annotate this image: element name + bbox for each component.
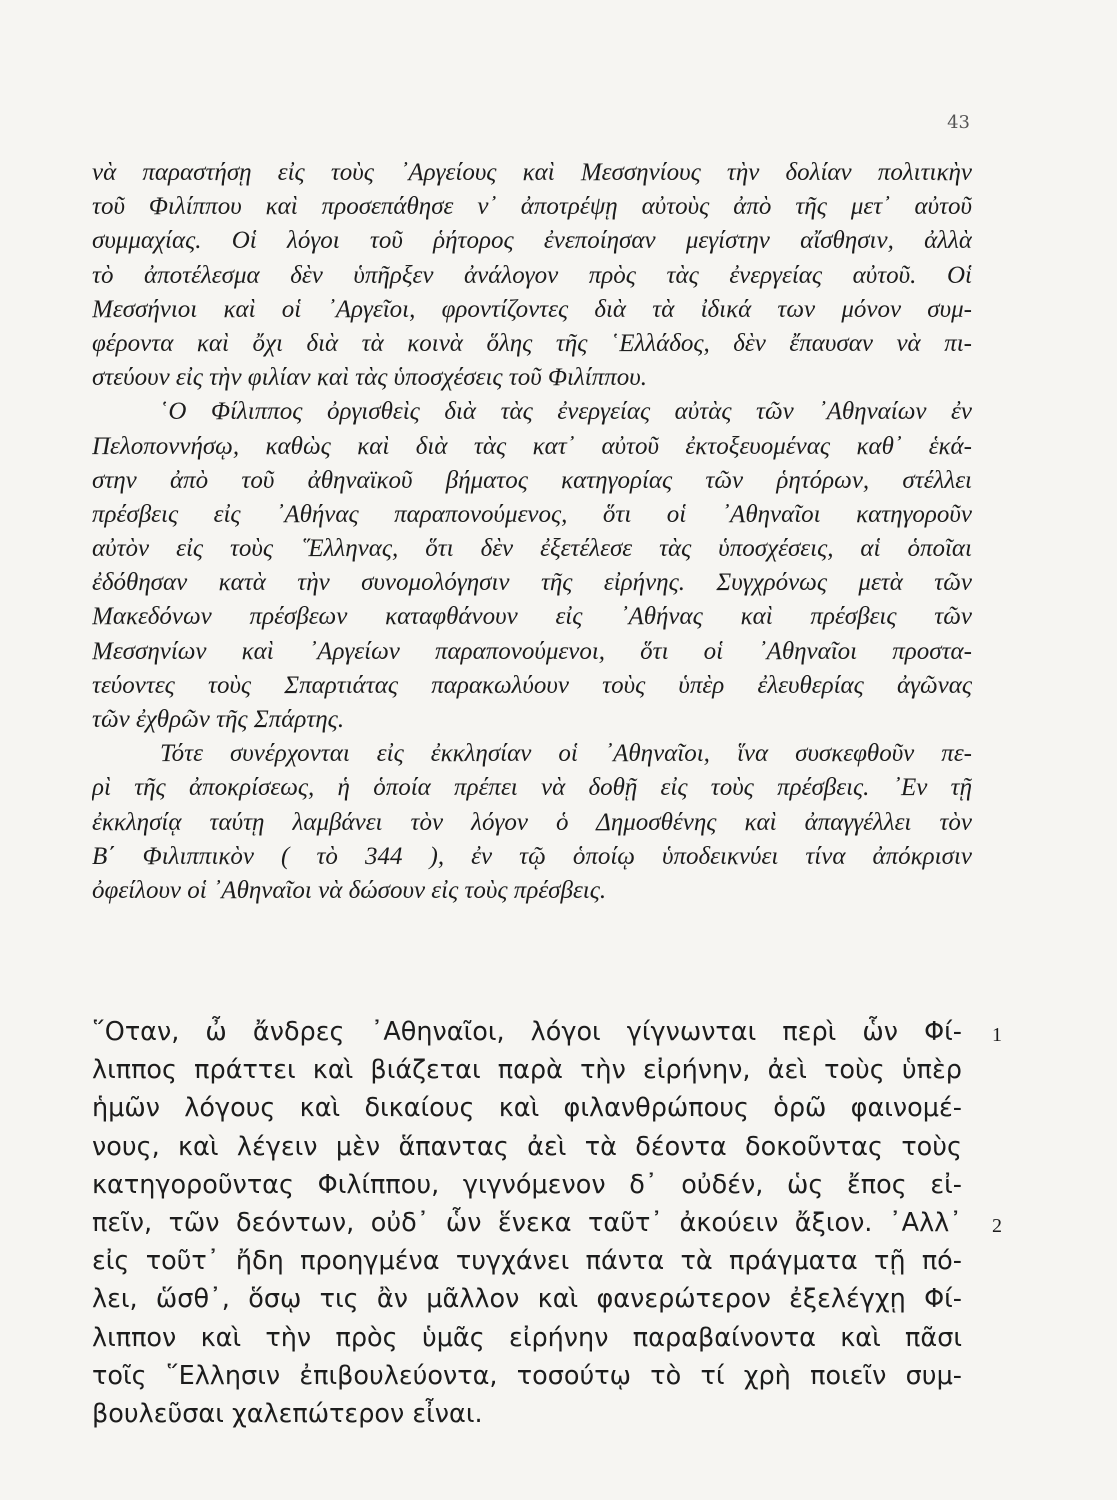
page-number: 43 [947,112,970,133]
intro-line: πρέσβεις εἰς ᾿Αθήνας παραπονούμενος, ὅτι οἱ ᾿Αθηναῖοι κατηγοροῦν [92,500,972,528]
intro-line: Μεσσήνιοι καὶ οἱ ᾿Αργεῖοι, φροντίζοντες διὰ τὰ ἰδικά των μόνον συμ- [92,295,972,323]
speech-line: βουλεῦσαι χαλεπώτερον εἶναι. [92,1398,483,1429]
intro-line: Β΄ Φιλιππικὸν ( τὸ 344 ), ἐν τῷ ὁποίῳ ὑποδεικνύει τίνα ἀπόκρισιν [92,842,972,870]
intro-line: φέροντα καὶ ὄχι διὰ τὰ κοινὰ ὅλης τῆς ῾Ελλάδος, δὲν ἔπαυσαν νὰ πι- [92,329,972,357]
speech-line: νους, καὶ λέγειν μὲν ἅπαντας ἀεὶ τὰ δέοντα δοκοῦντας τοὺς [92,1131,962,1162]
speech-line-text: ῞Οταν, ὦ ἄνδρες ᾿Αθηναῖοι, λόγοι γίγνωνται περὶ ὧν Φί- [92,1017,962,1047]
introduction-text [92,156,972,908]
intro-line: τοῦ Φιλίππου καὶ προσεπάθησε ν᾿ ἀποτρέψῃ αὐτοὺς ἀπὸ τῆς μετ᾿ αὐτοῦ [92,193,972,221]
speech-line: ἡμῶν λόγους καὶ δικαίους καὶ φιλανθρώπους ὁρῶ φαινομέ- [92,1093,962,1124]
intro-line: ἐκκλησίᾳ ταύτῃ λαμβάνει τὸν λόγον ὁ Δημοσθένης καὶ ἀπαγγέλλει τὸν [92,808,972,836]
speech-line: τοῖς ῞Ελλησιν ἐπιβουλεύοντα, τοσούτῳ τὸ τί χρὴ ποιεῖν συμ- [92,1360,962,1391]
speech-line: εἰς τοῦτ᾿ ἤδη προηγμένα τυγχάνει πάντα τὰ πράγματα τῇ πό- [92,1246,962,1277]
intro-line: νὰ παραστήσῃ εἰς τοὺς ᾿Αργείους καὶ Μεσσηνίους τὴν δολίαν πολιτικὴν [92,159,972,186]
speech-line: κατηγοροῦντας Φιλίππου, γιγνόμενον δ᾿ οὐδέν, ὡς ἔπος εἰ- [92,1169,962,1200]
intro-line: τῶν ἐχθρῶν τῆς Σπάρτης. [92,706,345,733]
speech-line: λιππον καὶ τὴν πρὸς ὑμᾶς εἰρήνην παραβαίνοντα καὶ πᾶσι [92,1322,962,1353]
speech-line [92,1204,1002,1242]
intro-line: ρὶ τῆς ἀποκρίσεως, ἡ ὁποία πρέπει νὰ δοθῇ εἰς τοὺς πρέσβεις. ᾿Εν τῇ [92,774,972,802]
intro-line: τὸ ἀποτέλεσμα δὲν ὑπῆρξεν ἀνάλογον πρὸς τὰς ἐνεργείας αὐτοῦ. Οἱ [92,261,972,289]
intro-line: Μακεδόνων πρέσβεων καταφθάνουν εἰς ᾿Αθήνας καὶ πρέσβεις τῶν [92,603,972,631]
speech-line: λει, ὥσθ᾿, ὅσῳ τις ἂν μᾶλλον καὶ φανερώτερον ἐξελέγχῃ Φί- [92,1284,962,1315]
intro-line: Τότε συνέρχονται εἰς ἐκκλησίαν οἱ ᾿Αθηναῖοι, ἵνα συσκεφθοῦν πε- [160,740,972,768]
intro-line: στεύουν εἰς τὴν φιλίαν καὶ τὰς ὑποσχέσεις τοῦ Φιλίππου. [92,364,648,392]
intro-line: στην ἀπὸ τοῦ ἀθηναϊκοῦ βήματος κατηγορίας τῶν ῥητόρων, στέλλει [92,466,972,494]
speech-line-text: πεῖν, τῶν δεόντων, οὐδ᾿ ὧν ἕνεκα ταῦτ᾿ ἀκούειν ἄξιον. ᾿Αλλ᾿ [92,1207,962,1238]
intro-line: συμμαχίας. Οἱ λόγοι τοῦ ῥήτορος ἐνεποίησαν μεγίστην αἴσθησιν, ἀλλὰ [92,227,972,255]
speech-line: λιππος πράττει καὶ βιάζεται παρὰ τὴν εἰρήνην, ἀεὶ τοὺς ὑπὲρ [92,1055,962,1086]
intro-line: τεύοντες τοὺς Σπαρτιάτας παρακωλύουν τοὺς ὑπὲρ ἐλευθερίας ἀγῶνας [92,671,972,699]
intro-line: ὀφείλουν οἱ ᾿Αθηναῖοι νὰ δώσουν εἰς τοὺς πρέσβεις. [92,876,607,904]
section-number: 2 [992,1214,1002,1237]
intro-line: Μεσσηνίων καὶ ᾿Αργείων παραπονούμενοι, ὅτι οἱ ᾿Αθηναῖοι προστα- [92,637,972,665]
intro-line: ἐδόθησαν κατὰ τὴν συνομολόγησιν τῆς εἰρήνης. Συγχρόνως μετὰ τῶν [92,569,972,597]
intro-line: Πελοποννήσῳ, καθὼς καὶ διὰ τὰς κατ᾿ αὐτοῦ ἐκτοξευομένας καθ᾿ ἑκά- [92,432,972,460]
intro-line: ῾Ο Φίλιππος ὀργισθεὶς διὰ τὰς ἐνεργείας αὐτὰς τῶν ᾿Αθηναίων ἐν [160,398,972,426]
speech-line [92,1013,1002,1051]
speech-text [92,1013,1002,1433]
intro-line: αὐτὸν εἰς τοὺς ῞Ελληνας, ὅτι δὲν ἐξετέλεσε τὰς ὑποσχέσεις, αἱ ὁποῖαι [92,535,972,563]
section-number: 1 [992,1024,1002,1046]
